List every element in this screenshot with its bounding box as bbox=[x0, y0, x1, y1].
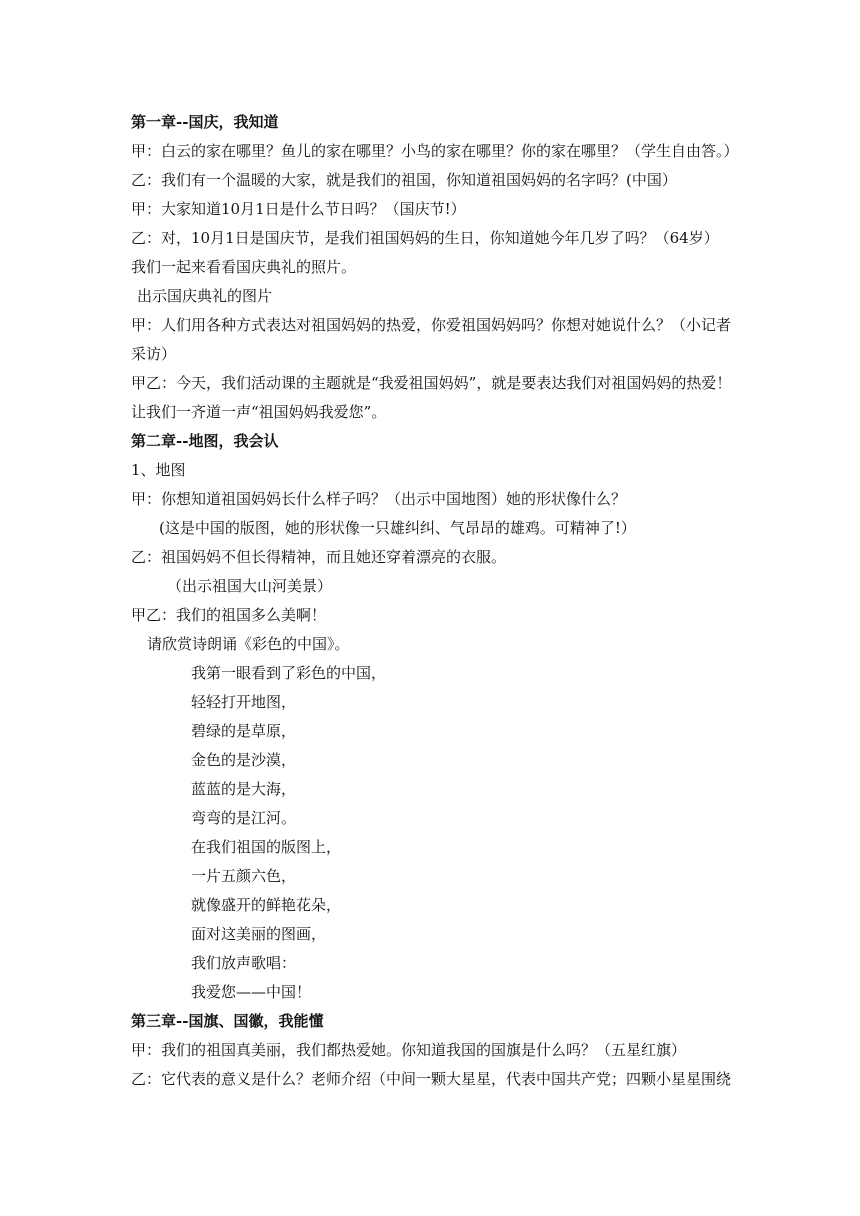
text-line: 采访） bbox=[131, 345, 177, 363]
stage-direction: (这是中国的版图，她的形状像一只雄纠纠、气昂昂的雄鸡。可精神了!） bbox=[159, 519, 636, 537]
stage-direction: （出示祖国大山河美景） bbox=[167, 577, 333, 595]
dialogue-line: 乙：祖国妈妈不但长得精神，而且她还穿着漂亮的衣服。 bbox=[131, 548, 507, 566]
poem-line: 面对这美丽的图画， bbox=[191, 925, 327, 943]
section-label: 1、地图 bbox=[131, 461, 186, 479]
poem-line: 在我们祖国的版图上， bbox=[191, 838, 342, 856]
poem-line: 蓝蓝的是大海， bbox=[191, 780, 297, 798]
text-line: 我们一起来看看国庆典礼的照片。 bbox=[131, 258, 357, 276]
poem-line: 我们放声歌唱： bbox=[191, 954, 297, 972]
stage-direction: 出示国庆典礼的图片 bbox=[137, 287, 273, 305]
dialogue-line: 甲乙：我们的祖国多么美啊！ bbox=[131, 606, 327, 624]
chapter-3-heading: 第三章--国旗、国徽，我能懂 bbox=[131, 1012, 324, 1030]
poem-line: 一片五颜六色， bbox=[191, 867, 297, 885]
poem-line: 我爱您——中国！ bbox=[191, 983, 312, 1001]
text-line: 让我们一齐道一声“祖国妈妈我爱您”。 bbox=[131, 403, 387, 421]
dialogue-line: 乙：对，10月1日是国庆节，是我们祖国妈妈的生日，你知道她今年几岁了吗？（64岁） bbox=[131, 229, 719, 247]
text-line: 请欣赏诗朗诵《彩色的中国》。 bbox=[147, 635, 350, 653]
poem-line: 碧绿的是草原， bbox=[191, 722, 297, 740]
dialogue-line: 甲：大家知道10月1日是什么节日吗？（国庆节!） bbox=[131, 200, 466, 218]
dialogue-line: 乙：它代表的意义是什么？老师介绍（中间一颗大星星，代表中国共产党；四颗小星星围绕 bbox=[131, 1070, 732, 1088]
poem-line: 轻轻打开地图， bbox=[191, 693, 297, 711]
poem-line: 我第一眼看到了彩色的中国， bbox=[191, 664, 387, 682]
dialogue-line: 乙：我们有一个温暖的大家，就是我们的祖国，你知道祖国妈妈的名字吗？(中国） bbox=[131, 171, 677, 189]
dialogue-line: 甲：我们的祖国真美丽，我们都热爱她。你知道我国的国旗是什么吗？（五星红旗） bbox=[131, 1041, 687, 1059]
chapter-1-heading: 第一章--国庆，我知道 bbox=[131, 113, 279, 131]
dialogue-line: 甲乙：今天，我们活动课的主题就是“我爱祖国妈妈”，就是要表达我们对祖国妈妈的热爱！ bbox=[131, 374, 732, 392]
dialogue-line: 甲：白云的家在哪里？鱼儿的家在哪里？小鸟的家在哪里？你的家在哪里？（学生自由答。） bbox=[131, 142, 739, 160]
poem-line: 弯弯的是江河。 bbox=[191, 809, 297, 827]
dialogue-line: 甲：你想知道祖国妈妈长什么样子吗？（出示中国地图）她的形状像什么？ bbox=[131, 490, 627, 508]
dialogue-line: 甲：人们用各种方式表达对祖国妈妈的热爱，你爱祖国妈妈吗？你想对她说什么？（小记者 bbox=[131, 316, 732, 334]
chapter-2-heading: 第二章--地图，我会认 bbox=[131, 432, 279, 450]
poem-line: 金色的是沙漠， bbox=[191, 751, 297, 769]
poem-line: 就像盛开的鲜艳花朵， bbox=[191, 896, 342, 914]
